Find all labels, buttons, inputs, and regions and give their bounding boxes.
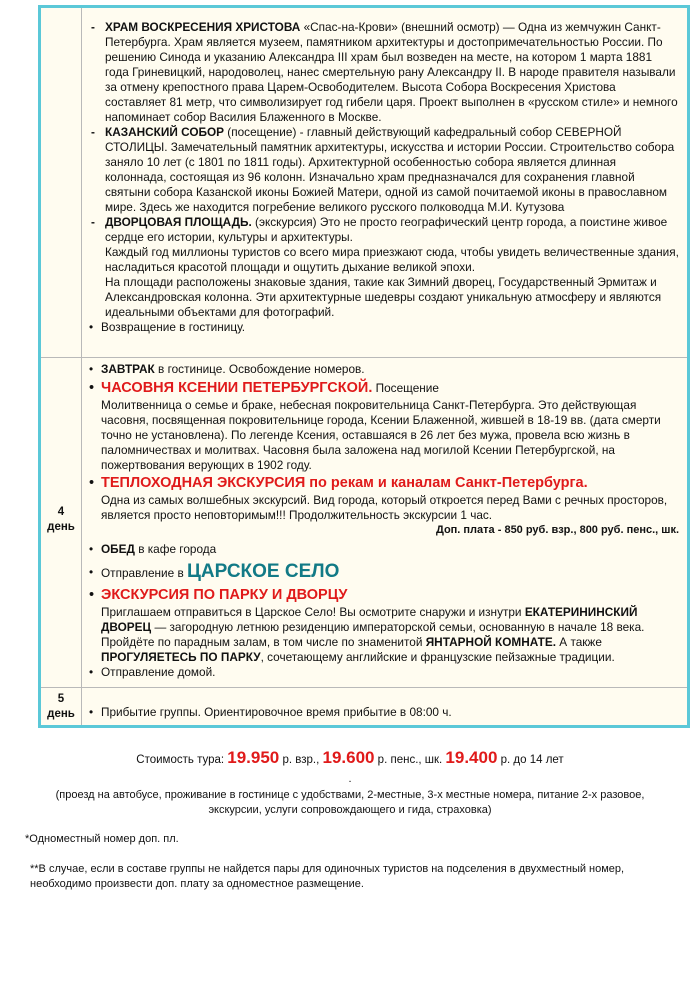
lunch-text: в кафе города [134,542,217,556]
single-supplement-note: **В случае, если в составе группы не найдется пары для одиночных туристов на подселения в двухместный номер, необходимо произвести доп. плату за одноместное размещение. [30,863,625,890]
day-4-content [87,362,679,680]
list-item [87,362,679,377]
list-item [87,379,679,398]
bullet-icon: • [89,705,94,719]
attraction-title: ХРАМ ВОСКРЕСЕНИЯ ХРИСТОВА [105,20,301,34]
boat-price: Доп. плата - 850 руб. взр., 800 руб. пенс., шк. [435,524,679,536]
bullet-icon: • [89,475,95,491]
attraction-text: (посещение) - главный действующий кафедральный собор СЕВЕРНОЙ СТОЛИЦЫ. Замечательный памятник архитектуры, искусства и истории России. Строительство собора заняло 10 лет (с 1801 по 1811 годы). Архитектурной особенностью собора является длинная колоннада, состоящая из 96 колонн. Изначально храм предназначался для сохранения главной святыни собора Казанской иконы Божией Матери, одной из самой почитаемой иконы в православном мире. Здесь же находится погребение великого русского полководца М.И. Кутузова [105,125,675,214]
day-word: день [47,708,75,720]
bullet-icon: • [89,587,95,603]
list-item [87,665,679,680]
price-adult: 19.950 [227,748,280,767]
bullet-icon: • [89,362,94,376]
list-item [87,542,679,557]
attraction-text: (экскурсия) Это не просто географический центр города, а поистине живое сердце его истории, культуры и архитектуры. [105,215,668,244]
attraction-title: ДВОРЦОВАЯ ПЛОЩАДЬ. [105,215,252,229]
tour-price [0,748,700,768]
breakfast-label: ЗАВТРАК [101,362,155,376]
attraction-item: - ХРАМ ВОСКРЕСЕНИЯ ХРИСТОВА «Спас-на-Крови» (внешний осмотр) — Одна из жемчужин Санкт-Петербурга. Храм является музеем, памятником архитектуры и достопримечательностью России. По решению Синода и указанию Александра III храм был возведен на месте, на котором 1 марта 1881 года Гриневицкий, народоволец, нанес смертельную рану Александру II. В народе правителя называли за отмену крепостного права Царем-Освободителем. Высота Собора Воскресения Христова составляет 81 метр, что символизирует год гибели царя. Проект выполнен в «русском стиле» и немного напоминает собор Василия Блаженного в Москве. [91,20,678,124]
paragraph: На площади расположены знаковые здания, такие как Зимний дворец, Государственный Эрмитаж и Александровская колонна. Эти архитектурные шедевры создают уникальную атмосферу и являются идеальными объектами для фотографий. [105,275,662,319]
chapel-title: ЧАСОВНЯ КСЕНИИ ПЕТЕРБУРГСКОЙ. [101,380,373,396]
itinerary-table [38,5,690,728]
return-text: Возвращение в гостиницу. [101,320,246,334]
arrival-text: Прибытие группы. Ориентировочное время прибытие в 08:00 ч. [101,705,452,719]
price-child: 19.400 [445,748,498,767]
park-text: Приглашаем отправиться в Царское Село! Вы осмотрите снаружи и изнутри ЕКАТЕРИНИНСКИЙ ДВОРЕЦ — загородную летнюю резиденцию императорской семьи, основанную в начале 18 века. Пройдёте по парадным залам, в том числе по знаменитой ЯНТАРНОЙ КОМНАТЕ. А также ПРОГУЛЯЕТЕСЬ ПО ПАРКУ, сочетающему английские и французские пейзажные традиции. [101,605,645,664]
price-adult-unit: р. взр., [279,754,323,766]
day-4-label [41,505,81,535]
single-room-note: *Одноместный номер доп. пл. [25,833,179,845]
day-word: день [47,521,75,533]
park-title: ЭКСКУРСИЯ ПО ПАРКУ И ДВОРЦУ [101,587,348,603]
list-item [87,586,679,605]
list-item [87,561,679,584]
price-child-unit: р. до 14 лет [497,754,564,766]
attraction-title: КАЗАНСКИЙ СОБОР [105,125,225,139]
list-item [87,705,679,720]
bullet-icon: • [89,565,94,579]
bullet-icon: • [89,542,94,556]
attraction-text: «Спас-на-Крови» (внешний осмотр) — Одна из жемчужин Санкт-Петербурга. Храм является музеем, памятником архитектуры и достопримечательностью России. По решению Синода и указанию Александра III храм был возведен на месте, на котором 1 марта 1881 года Гриневицкий, народоволец, нанес смертельную рану Александру II. В народе правителя называли за отмену крепостного права Царем-Освободителем. Высота Собора Воскресения Христова составляет 81 метр, что символизирует год гибели царя. Проект выполнен в «русском стиле» и немного напоминает собор Василия Блаженного в Москве. [105,20,678,124]
attraction-item: - КАЗАНСКИЙ СОБОР (посещение) - главный действующий кафедральный собор СЕВЕРНОЙ СТОЛИЦЫ. Замечательный памятник архитектуры, искусства и истории России. Строительство собора заняло 10 лет (с 1801 по 1811 годы). Архитектурной особенностью собора является длинная колоннада, состоящая из 96 колонн. Изначально храм предназначался для сохранения главной святыни собора Казанской иконы Божией Матери, одной из самой почитаемой иконы в православном мире. Здесь же находится погребение великого русского полководца М.И. Кутузова [91,125,675,214]
day-5-content [87,705,679,720]
chapel-text: Молитвенница о семье и браке, небесная покровительница Санкт-Петербурга. Это действующая часовня, посвященная покровительнице города, Ксении Блаженной, жившей в 18-19 вв. (дата смерти точно не установлена). По легенде Ксения, оставшаяся в 26 лет без мужа, провела всю жизнь в паломничествах и молитвах. Часовня была заложена над могилой Ксении Петербургской, на пожертвования верующих в 1902 году. [101,398,661,472]
breakfast-text: в гостинице. Освобождение номеров. [154,362,365,376]
day-column [41,8,82,725]
bullet-icon: • [89,320,94,334]
attraction-item: - ДВОРЦОВАЯ ПЛОЩАДЬ. (экскурсия) Это не просто географический центр города, а поистине живое сердце его истории, культуры и архитектуры. [91,215,668,244]
destination-title: ЦАРСКОЕ СЕЛО [187,561,340,582]
lunch-label: ОБЕД [101,542,135,556]
list-item [87,320,679,335]
list-item [87,474,679,493]
day-5-label [41,692,81,722]
row-divider [41,357,687,358]
home-text: Отправление домой. [101,665,216,679]
boat-text: Одна из самых волшебных экскурсий. Вид города, который откроется перед Вами с речных просторов, является просто неповторимым!!! Продолжительность экскурсии 1 час. [101,493,668,522]
day-number: 5 [57,693,65,705]
bullet-icon: • [89,665,94,679]
boat-title: ТЕПЛОХОДНАЯ ЭКСКУРСИЯ по рекам и каналам Санкт-Петербурга. [101,475,588,491]
chapel-suffix: Посещение [372,381,439,395]
day-number: 4 [57,506,65,518]
paragraph: Каждый год миллионы туристов со всего мира приезжают сюда, чтобы увидеть величественные здания, насладиться красотой площади и ощутить дыхание великой эпохи. [105,245,679,274]
price-label: Стоимость тура: [136,754,228,766]
bullet-icon: • [89,380,95,396]
price-dot: . [348,773,352,785]
depart-text: Отправление в [101,566,188,580]
price-pensioner: 19.600 [322,748,375,767]
row-divider [41,687,687,688]
price-pensioner-unit: р. пенс., шк. [374,754,446,766]
tour-includes: (проезд на автобусе, проживание в гостинице с удобствами, 2-местные, 3-х местные номера, питание 2-х разовое, экскурсии, услуги сопровождающего и гида, страховка) [55,789,645,816]
day-3-continued-content [87,20,679,335]
